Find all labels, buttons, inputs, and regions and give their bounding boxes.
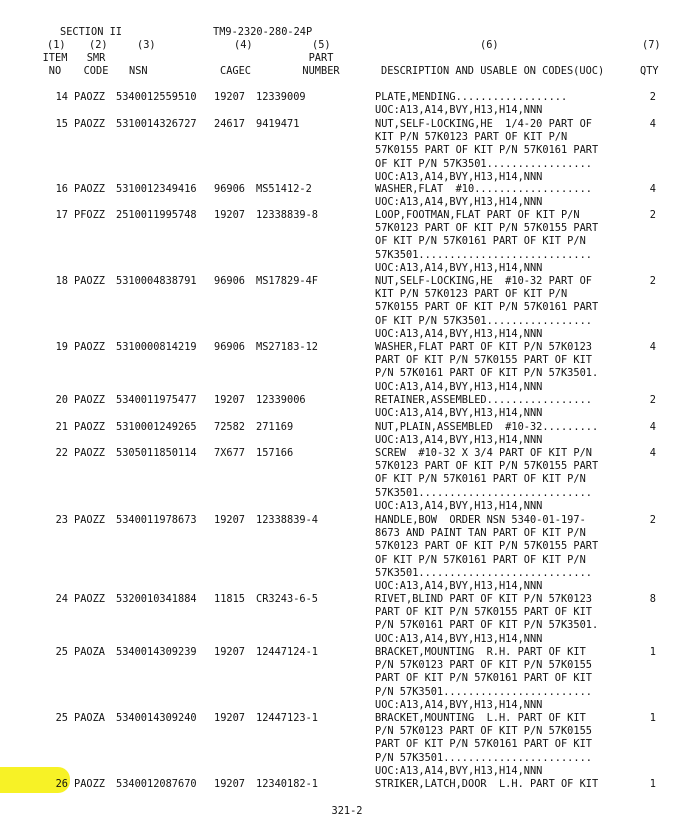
description-line: RIVET,BLIND PART OF KIT P/N 57K0123 — [375, 593, 592, 605]
smr-code: PAOZZ — [74, 118, 105, 130]
quantity: 4 — [649, 118, 656, 130]
col7-label: QTY — [640, 65, 659, 77]
part-number: 12447123-1 — [256, 712, 318, 724]
nsn: 5310000814219 — [116, 341, 197, 353]
description-line: P/N 57K0123 PART OF KIT P/N 57K0155 — [375, 725, 592, 738]
item-number: 16 — [55, 183, 68, 195]
description-line: PART OF KIT P/N 57K0155 PART OF KIT — [375, 606, 592, 619]
description-line: BRACKET,MOUNTING L.H. PART OF KIT — [375, 712, 586, 724]
description-line: 57K3501............................ — [375, 486, 592, 499]
description-line: NUT,SELF-LOCKING,HE 1/4-20 PART OF — [375, 118, 592, 130]
item-number: 26 — [55, 778, 68, 790]
quantity: 8 — [649, 593, 656, 605]
part-number: CR3243-6-5 — [256, 593, 318, 605]
col6-num: (6) — [480, 39, 499, 51]
item-number: 23 — [55, 514, 68, 526]
item-number: 18 — [55, 275, 68, 287]
description-line: NUT,SELF-LOCKING,HE #10-32 PART OF — [375, 275, 592, 287]
nsn: 5340014309240 — [116, 712, 197, 724]
cage-code: 96906 — [214, 341, 245, 353]
cage-code: 96906 — [214, 183, 245, 195]
description-line: UOC:A13,A14,BVY,H13,H14,NNN — [375, 170, 543, 183]
quantity: 1 — [649, 646, 656, 658]
cage-code: 11815 — [214, 593, 245, 605]
col3-num: (3) — [137, 39, 156, 51]
description-line: UOC:A13,A14,BVY,H13,H14,NNN — [375, 499, 543, 512]
item-number: 17 — [55, 209, 68, 221]
description-line: P/N 57K0161 PART OF KIT P/N 57K3501. — [375, 619, 599, 632]
quantity: 1 — [649, 778, 656, 790]
cage-code: 19207 — [214, 514, 245, 526]
description-line: 57K0123 PART OF KIT P/N 57K0155 PART — [375, 540, 599, 553]
description-line: PART OF KIT P/N 57K0155 PART OF KIT — [375, 354, 592, 367]
smr-code: PAOZZ — [74, 421, 105, 433]
description-line: PART OF KIT P/N 57K0161 PART OF KIT — [375, 672, 592, 685]
smr-code: PAOZZ — [74, 183, 105, 195]
col1-num: (1) — [47, 39, 66, 51]
part-number: 9419471 — [256, 118, 300, 130]
item-number: 20 — [55, 394, 68, 406]
description-line: 57K3501............................ — [375, 248, 592, 261]
part-number: 12447124-1 — [256, 646, 318, 658]
col4-num: (4) — [234, 39, 253, 51]
nsn: 5310004838791 — [116, 275, 197, 287]
description-line: PLATE,MENDING.................. — [375, 91, 568, 103]
smr-code: PAOZZ — [74, 778, 105, 790]
quantity: 2 — [649, 514, 656, 526]
quantity: 1 — [649, 712, 656, 724]
description-line: 57K3501............................ — [375, 566, 592, 579]
item-number: 15 — [55, 118, 68, 130]
cage-code: 7X677 — [214, 447, 245, 459]
part-number: 157166 — [256, 447, 294, 459]
description-line: HANDLE,BOW ORDER NSN 5340-01-197- — [375, 514, 586, 526]
quantity: 2 — [649, 209, 656, 221]
cage-code: 19207 — [214, 712, 245, 724]
cage-code: 19207 — [214, 778, 245, 790]
part-number: 271169 — [256, 421, 294, 433]
col3-label: NSN — [129, 65, 148, 77]
smr-code: PAOZA — [74, 646, 105, 658]
item-number: 19 — [55, 341, 68, 353]
nsn: 5340012087670 — [116, 778, 197, 790]
description-line: UOC:A13,A14,BVY,H13,H14,NNN — [375, 698, 543, 711]
description-line: UOC:A13,A14,BVY,H13,H14,NNN — [375, 380, 543, 393]
item-number: 25 — [55, 646, 68, 658]
description-line: UOC:A13,A14,BVY,H13,H14,NNN — [375, 261, 543, 274]
description-line: UOC:A13,A14,BVY,H13,H14,NNN — [375, 764, 543, 777]
nsn: 5310014326727 — [116, 118, 197, 130]
description-line: UOC:A13,A14,BVY,H13,H14,NNN — [375, 580, 543, 592]
nsn: 5310012349416 — [116, 183, 197, 195]
cage-code: 24617 — [214, 118, 245, 130]
col1-label: ITEM NO — [42, 52, 68, 77]
col7-num: (7) — [642, 39, 661, 51]
description-line: WASHER,FLAT #10................... — [375, 183, 592, 195]
description-line: LOOP,FOOTMAN,FLAT PART OF KIT P/N — [375, 209, 580, 221]
quantity: 4 — [649, 447, 656, 459]
quantity: 4 — [649, 341, 656, 353]
part-number: 12340182-1 — [256, 778, 318, 790]
col5-label: PART NUMBER — [302, 52, 340, 77]
part-number: MS17829-4F — [256, 275, 318, 287]
description-line: PART OF KIT P/N 57K0161 PART OF KIT — [375, 738, 592, 751]
nsn: 5340011978673 — [116, 514, 197, 526]
part-number: 12338839-4 — [256, 514, 318, 526]
nsn: 5305011850114 — [116, 447, 197, 459]
quantity: 4 — [649, 183, 656, 195]
description-line: STRIKER,LATCH,DOOR L.H. PART OF KIT — [375, 778, 599, 790]
description-line: OF KIT P/N 57K3501................. — [375, 314, 592, 327]
smr-code: PAOZZ — [74, 275, 105, 287]
description-line: UOC:A13,A14,BVY,H13,H14,NNN — [375, 104, 543, 117]
item-number: 24 — [55, 593, 68, 605]
description-line: BRACKET,MOUNTING R.H. PART OF KIT — [375, 646, 586, 658]
description-line: P/N 57K3501........................ — [375, 685, 592, 698]
col5-num: (5) — [312, 39, 331, 51]
tm-number: TM9-2320-280-24P — [213, 26, 313, 38]
description-line: P/N 57K0161 PART OF KIT P/N 57K3501. — [375, 367, 599, 380]
description-line: OF KIT P/N 57K0161 PART OF KIT P/N — [375, 235, 586, 248]
cage-code: 72582 — [214, 421, 245, 433]
description-line: NUT,PLAIN,ASSEMBLED #10-32......... — [375, 421, 599, 433]
part-number: 12339009 — [256, 91, 306, 103]
part-number: 12339006 — [256, 394, 306, 406]
nsn: 5320010341884 — [116, 593, 197, 605]
section-title: SECTION II — [60, 26, 122, 38]
part-number: 12338839-8 — [256, 209, 318, 221]
cage-code: 19207 — [214, 209, 245, 221]
item-number: 21 — [55, 421, 68, 433]
description-line: UOC:A13,A14,BVY,H13,H14,NNN — [375, 196, 543, 209]
cage-code: 19207 — [214, 394, 245, 406]
description-line: KIT P/N 57K0123 PART OF KIT P/N — [375, 131, 568, 144]
part-number: MS51412-2 — [256, 183, 312, 195]
smr-code: PFOZZ — [74, 209, 105, 221]
nsn: 2510011995748 — [116, 209, 197, 221]
description-line: KIT P/N 57K0123 PART OF KIT P/N — [375, 288, 568, 301]
description-line: P/N 57K0123 PART OF KIT P/N 57K0155 — [375, 659, 592, 672]
description-line: SCREW #10-32 X 3/4 PART OF KIT P/N — [375, 447, 592, 459]
page-number: 321-2 — [331, 805, 363, 817]
description-line: UOC:A13,A14,BVY,H13,H14,NNN — [375, 407, 543, 420]
smr-code: PAOZZ — [74, 341, 105, 353]
description-line: OF KIT P/N 57K0161 PART OF KIT P/N — [375, 553, 586, 566]
part-number: MS27183-12 — [256, 341, 318, 353]
quantity: 2 — [649, 275, 656, 287]
description-line: UOC:A13,A14,BVY,H13,H14,NNN — [375, 434, 543, 447]
item-number: 14 — [55, 91, 68, 103]
description-line: 57K0123 PART OF KIT P/N 57K0155 PART — [375, 222, 599, 235]
description-line: 57K0155 PART OF KIT P/N 57K0161 PART — [375, 144, 599, 157]
description-line: UOC:A13,A14,BVY,H13,H14,NNN — [375, 632, 543, 645]
description-line: RETAINER,ASSEMBLED................. — [375, 394, 592, 406]
quantity: 2 — [649, 394, 656, 406]
description-line: 57K0155 PART OF KIT P/N 57K0161 PART — [375, 301, 599, 314]
description-line: UOC:A13,A14,BVY,H13,H14,NNN — [375, 327, 543, 340]
smr-code: PAOZA — [74, 712, 105, 724]
nsn: 5340014309239 — [116, 646, 197, 658]
cage-code: 19207 — [214, 646, 245, 658]
smr-code: PAOZZ — [74, 394, 105, 406]
description-line: P/N 57K3501........................ — [375, 751, 592, 764]
description-line: OF KIT P/N 57K0161 PART OF KIT P/N — [375, 473, 586, 486]
nsn: 5340011975477 — [116, 394, 197, 406]
cage-code: 96906 — [214, 275, 245, 287]
smr-code: PAOZZ — [74, 514, 105, 526]
col2-label: SMR CODE — [83, 52, 109, 77]
quantity: 4 — [649, 421, 656, 433]
col4-label: CAGEC — [220, 65, 251, 77]
col6-label: DESCRIPTION AND USABLE ON CODES(UOC) — [381, 65, 605, 77]
nsn: 5340012559510 — [116, 91, 197, 103]
col2-num: (2) — [89, 39, 108, 51]
smr-code: PAOZZ — [74, 593, 105, 605]
smr-code: PAOZZ — [74, 91, 105, 103]
quantity: 2 — [649, 91, 656, 103]
smr-code: PAOZZ — [74, 447, 105, 459]
description-line: 8673 AND PAINT TAN PART OF KIT P/N — [375, 527, 586, 540]
nsn: 5310001249265 — [116, 421, 197, 433]
item-number: 25 — [55, 712, 68, 724]
item-number: 22 — [55, 447, 68, 459]
description-line: OF KIT P/N 57K3501................. — [375, 157, 592, 170]
description-line: WASHER,FLAT PART OF KIT P/N 57K0123 — [375, 341, 592, 353]
cage-code: 19207 — [214, 91, 245, 103]
description-line: 57K0123 PART OF KIT P/N 57K0155 PART — [375, 460, 599, 473]
